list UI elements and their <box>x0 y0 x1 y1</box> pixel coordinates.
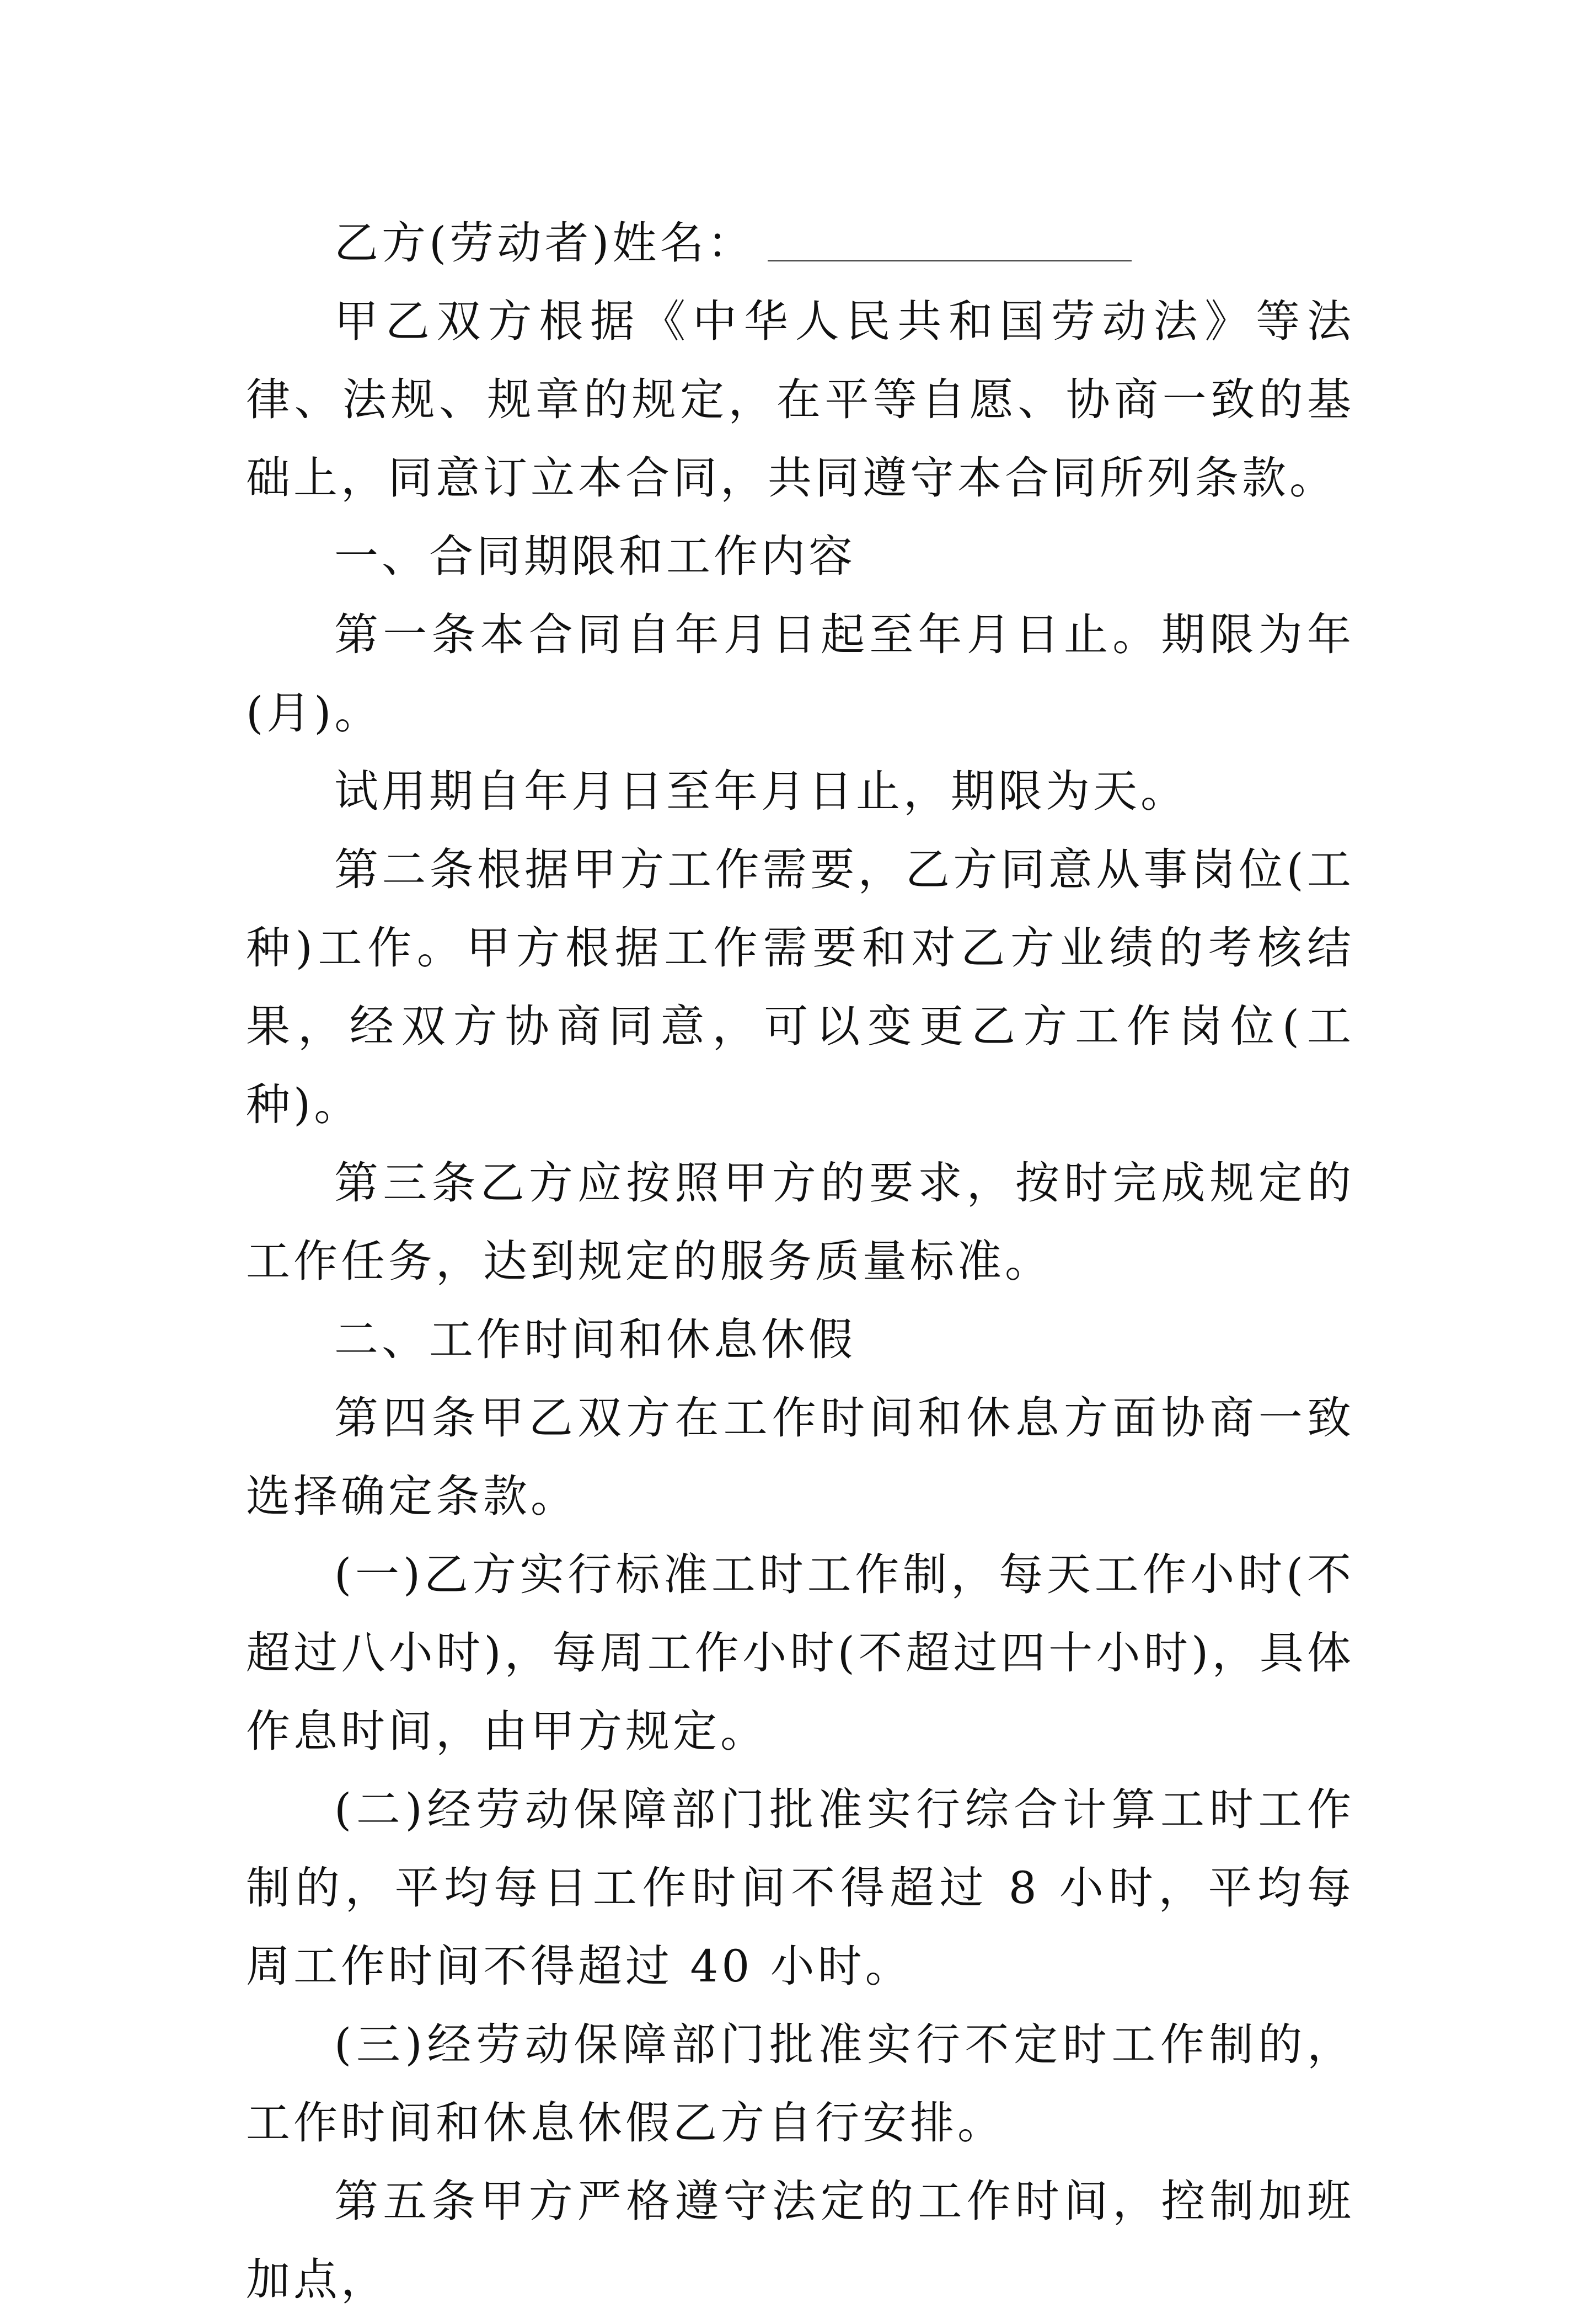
article-2: 第二条根据甲方工作需要，乙方同意从事岗位(工种)工作。甲方根据工作需要和对乙方业绩的考核结果，经双方协商同意，可以变更乙方工作岗位(工种)。 <box>246 844 1354 1130</box>
contract-body <box>246 204 1354 2319</box>
article-4-item-2: (二)经劳动保障部门批准实行综合计算工时工作制的，平均每日工作时间不得超过 8 小时，平均每周工作时间不得超过 40 小时。 <box>246 1784 1354 1992</box>
article-5: 第五条甲方严格遵守法定的工作时间，控制加班加点， <box>246 2176 1354 2305</box>
section-heading-contract-term: 一、合同期限和工作内容 <box>334 531 856 582</box>
article-4-item-1: (一)乙方实行标准工时工作制，每天工作小时(不超过八小时)，每周工作小时(不超过四十小时)，具体作息时间，由甲方规定。 <box>246 1549 1354 1757</box>
probation-paragraph: 试用期自年月日至年月日止，期限为天。 <box>334 766 1188 817</box>
employee-name-blank <box>768 216 1132 261</box>
article-1: 第一条本合同自年月日起至年月日止。期限为年(月)。 <box>246 609 1354 739</box>
article-3: 第三条乙方应按照甲方的要求，按时完成规定的工作任务，达到规定的服务质量标准。 <box>246 1157 1354 1287</box>
article-4: 第四条甲乙双方在工作时间和休息方面协商一致选择确定条款。 <box>246 1392 1354 1522</box>
employee-name-label: 乙方(劳动者)姓名： <box>334 217 755 269</box>
article-4-item-3: (三)经劳动保障部门批准实行不定时工作制的，工作时间和休息休假乙方自行安排。 <box>246 2019 1354 2149</box>
intro-paragraph: 甲乙双方根据《中华人民共和国劳动法》等法律、法规、规章的规定，在平等自愿、协商一致的基础上，同意订立本合同，共同遵守本合同所列条款。 <box>246 296 1354 504</box>
employee-name-line <box>246 204 1354 282</box>
section-heading-working-hours: 二、工作时间和休息休假 <box>334 1314 856 1365</box>
